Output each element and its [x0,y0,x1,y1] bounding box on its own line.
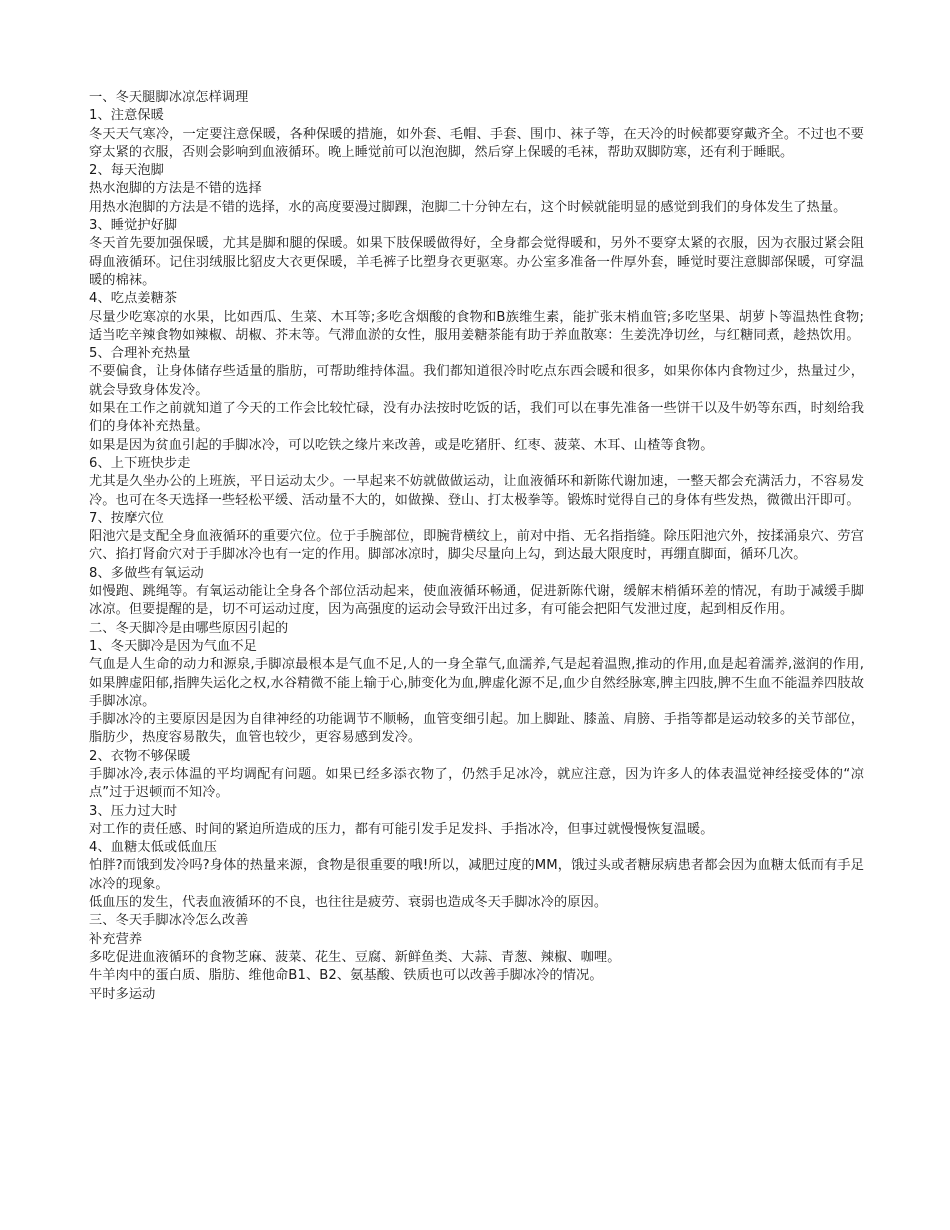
paragraph: 尤其是久坐办公的上班族，平日运动太少。一早起来不妨就做做运动，让血液循环和新陈代谢加速，一整天都会充满活力，不容易发冷。也可在冬天选择一些轻松平缓、活动量不大的，如做操、登山、打太极拳等。锻炼时觉得自己的身体有些发热，微微出汗即可。 [89,474,864,508]
paragraph: 阳池穴是支配全身血液循环的重要穴位。位于手腕部位，即腕背横纹上，前对中指、无名指指缝。除压阳池穴外，按揉涌泉穴、劳宫穴、掐打肾俞穴对于手脚冰冷也有一定的作用。脚部冰凉时，脚尖尽量向上勾，到达最大限度时，再绷直脚面，循环几次。 [89,529,864,563]
paragraph: 如果是因为贫血引起的手脚冰冷，可以吃铁之缘片来改善，或是吃猪肝、红枣、菠菜、木耳、山楂等食物。 [89,437,714,453]
section-heading: 6、上下班快步走 [89,455,191,471]
section-heading: 补充营养 [89,931,143,947]
paragraph: 多吃促进血液循环的食物芝麻、菠菜、花生、豆腐、新鲜鱼类、大蒜、青葱、辣椒、咖哩。 [89,949,621,965]
paragraph: 低血压的发生，代表血液循环的不良，也往往是疲劳、衰弱也造成冬天手脚冰冷的原因。 [89,895,608,911]
paragraph: 不要偏食，让身体储存些适量的脂肪，可帮助维持体温。我们都知道很冷时吃点东西会暖和很多，如果你体内食物过少，热量过少，就会导致身体发冷。 [89,364,864,398]
section-heading: 三、冬天手脚冰冷怎么改善 [89,913,249,929]
paragraph: 冬天首先要加强保暖，尤其是脚和腿的保暖。如果下肢保暖做得好，全身都会觉得暖和，另外不要穿太紧的衣服，因为衣服过紧会阻碍血液循环。记住羽绒服比貂皮大衣更保暖，羊毛裤子比塑身衣更驱寒。办公室多准备一件厚外套，睡觉时要注意脚部保暖，可穿温暖的棉袜。 [89,236,864,288]
section-heading: 二、冬天脚冷是由哪些原因引起的 [89,620,289,636]
section-heading: 3、睡觉护好脚 [89,218,178,234]
section-heading: 1、冬天脚冷是因为气血不足 [89,638,257,654]
paragraph: 如慢跑、跳绳等。有氧运动能让全身各个部位活动起来，使血液循环畅通，促进新陈代谢，缓解末梢循环差的情况，有助于减缓手脚冰凉。但要提醒的是，切不可运动过度，因为高强度的运动会导致汗出过多，有可能会把阳气发泄过度，起到相反作用。 [89,584,864,618]
section-heading: 4、吃点姜糖茶 [89,291,178,307]
section-heading: 8、多做些有氧运动 [89,565,204,581]
section-heading: 1、注意保暖 [89,108,164,124]
section-heading: 4、血糖太低或低血压 [89,840,218,856]
section-heading: 热水泡脚的方法是不错的选择 [89,181,262,197]
paragraph: 如果在工作之前就知道了今天的工作会比较忙碌，没有办法按时吃饭的话，我们可以在事先准备一些饼干以及牛奶等东西，时刻给我们的身体补充热量。 [89,401,864,435]
paragraph: 怕胖?而饿到发冷吗?身体的热量来源，食物是很重要的哦!所以，减肥过度的MM，饿过头或者糖尿病患者都会因为血糖太低而有手足冰冷的现象。 [89,858,864,892]
section-heading: 3、压力过大时 [89,803,178,819]
paragraph: 对工作的责任感、时间的紧迫所造成的压力，都有可能引发手足发抖、手指冰冷，但事过就慢慢恢复温暖。 [89,821,714,837]
paragraph: 气血是人生命的动力和源泉,手脚凉最根本是气血不足,人的一身全靠气,血濡养,气是起着温煦,推动的作用,血是起着濡养,滋润的作用,如果脾虚阳郁,指脾失运化之权,水谷精微不能上输于心,肺变化为血,脾虚化源不足,血少自然经脉寒,脾主四肢,脾不生血不能温养四肢故手脚冰凉。 [89,657,864,709]
section-heading: 2、每天泡脚 [89,163,164,179]
paragraph: 冬天天气寒冷，一定要注意保暖，各种保暖的措施，如外套、毛帽、手套、围巾、袜子等，在天冷的时候都要穿戴齐全。不过也不要穿太紧的衣服，否则会影响到血液循环。晚上睡觉前可以泡泡脚，然后穿上保暖的毛袜，帮助双脚防寒，还有利于睡眠。 [89,126,864,160]
section-heading: 5、合理补充热量 [89,346,191,362]
paragraph: 手脚冰冷,表示体温的平均调配有问题。如果已经多添衣物了，仍然手足冰冷，就应注意，因为许多人的体表温觉神经接受体的“凉点”过于迟顿而不知冷。 [89,766,864,801]
section-heading: 平时多运动 [89,986,156,1002]
paragraph: 用热水泡脚的方法是不错的选择，水的高度要漫过脚踝，泡脚二十分钟左右，这个时候就能明显的感觉到我们的身体发生了热量。 [89,199,847,215]
section-heading: 7、按摩穴位 [89,510,164,526]
paragraph: 手脚冰冷的主要原因是因为自律神经的功能调节不顺畅，血管变细引起。加上脚趾、膝盖、肩膀、手指等都是运动较多的关节部位，脂肪少，热度容易散失，血管也较少，更容易感到发冷。 [89,712,864,746]
section-heading: 一、冬天腿脚冰凉怎样调理 [89,90,249,105]
paragraph: 牛羊肉中的蛋白质、脂肪、维他命B1、B2、氨基酸、铁质也可以改善手脚冰冷的情况。 [89,968,603,984]
paragraph: 尽量少吃寒凉的水果，比如西瓜、生菜、木耳等;多吃含烟酸的食物和B族维生素，能扩张末梢血管;多吃坚果、胡萝卜等温热性食物;适当吃辛辣食物如辣椒、胡椒、芥末等。气滞血淤的女性，服用姜糖茶能有助于养血散寒：生姜洗净切丝，与红糖同煮，趁热饮用。 [89,309,864,343]
section-heading: 2、衣物不够保暖 [89,748,191,764]
